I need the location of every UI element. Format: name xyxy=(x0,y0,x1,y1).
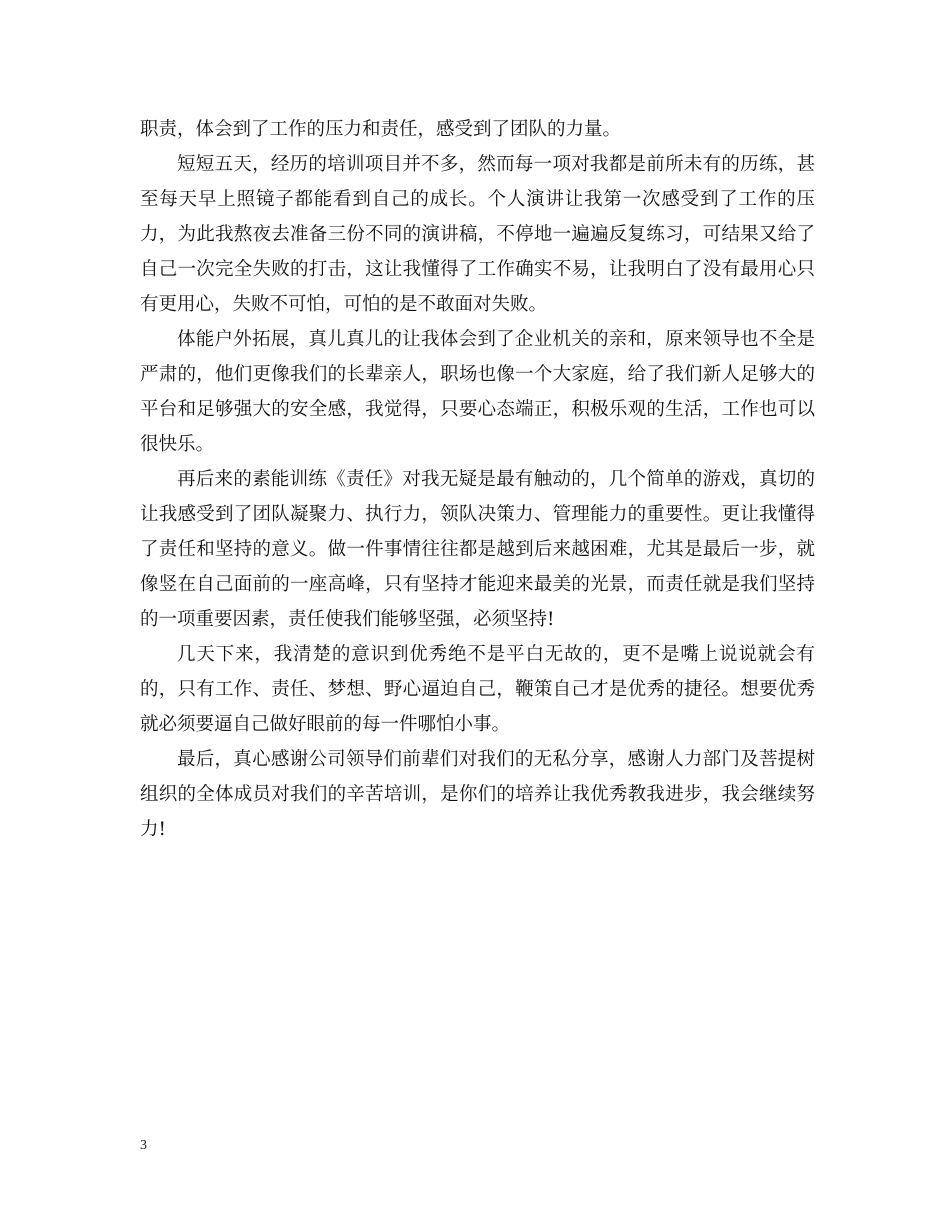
paragraph-outdoor-expansion: 体能户外拓展，真儿真儿的让我体会到了企业机关的亲和，原来领导也不全是严肃的，他们更像我们的长辈亲人，职场也像一个大家庭，给了我们新人足够大的平台和足够强大的安全感，我觉得，只要心态端正，积极乐观的生活，工作也可以很快乐。 xyxy=(140,329,815,455)
paragraph-training-summary: 短短五天，经历的培训项目并不多，然而每一项对我都是前所未有的历练，甚至每天早上照镜子都能看到自己的成长。个人演讲让我第一次感受到了工作的压力，为此我熬夜去准备三份不同的演讲稿，不停地一遍遍反复练习，可结果又给了自己一次完全失败的打击，这让我懂得了工作确实不易，让我明白了没有最用心只有更用心，失败不可怕，可怕的是不敢面对失败。 xyxy=(140,154,815,315)
paragraph-thanks: 最后，真心感谢公司领导们前辈们对我们的无私分享，感谢人力部门及菩提树组织的全体成员对我们的辛苦培训，是你们的培养让我优秀教我进步，我会继续努力! xyxy=(140,749,815,840)
paragraph-reflection: 几天下来，我清楚的意识到优秀绝不是平白无故的，更不是嘴上说说就会有的，只有工作、责任、梦想、野心逼迫自己，鞭策自己才是优秀的捷径。想要优秀就必须要逼自己做好眼前的每一件哪怕小事。 xyxy=(140,644,815,735)
document-body xyxy=(140,112,815,847)
page-number: 3 xyxy=(140,1138,147,1153)
paragraph-continuation: 职责，体会到了工作的压力和责任，感受到了团队的力量。 xyxy=(140,119,622,140)
paragraph-responsibility-training: 再后来的素能训练《责任》对我无疑是最有触动的，几个简单的游戏，真切的让我感受到了团队凝聚力、执行力，领队决策力、管理能力的重要性。更让我懂得了责任和坚持的意义。做一件事情往往都是越到后来越困难，尤其是最后一步，就像竖在自己面前的一座高峰，只有坚持才能迎来最美的光景，而责任就是我们坚持的一项重要因素，责任使我们能够坚强，必须坚持! xyxy=(140,469,815,630)
